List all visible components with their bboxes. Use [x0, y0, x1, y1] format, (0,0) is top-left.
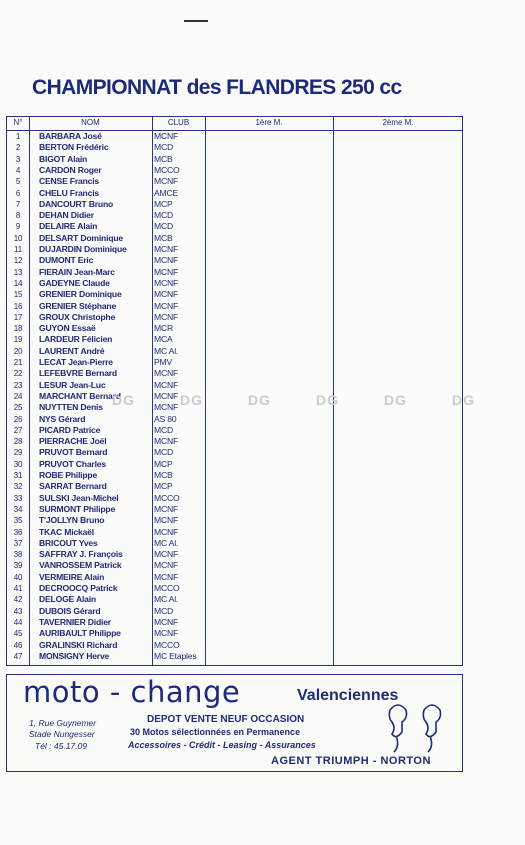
table-row — [7, 312, 462, 323]
table-row — [7, 560, 462, 571]
row-number: 25 — [13, 403, 23, 413]
club-code: MCA — [154, 334, 173, 345]
table-row — [7, 221, 462, 232]
club-code: MCCO — [154, 492, 180, 503]
table-row — [7, 436, 462, 447]
table-row — [7, 425, 462, 436]
club-code: MCD — [154, 221, 173, 232]
rider-name: T'JOLLYN Bruno — [39, 515, 105, 526]
table-row — [7, 414, 462, 425]
row-number: 2 — [15, 143, 21, 153]
club-code: MCB — [154, 153, 173, 164]
table-row — [7, 606, 462, 617]
club-code: MCNF — [154, 368, 179, 379]
row-number: 21 — [13, 358, 23, 367]
club-code: MCNF — [154, 266, 179, 277]
row-number: 39 — [13, 561, 23, 571]
club-code: MCP — [154, 198, 173, 209]
row-number: 31 — [13, 471, 23, 480]
rider-name: TKAC Mickaël — [39, 526, 94, 537]
table-row — [7, 527, 462, 538]
club-code: MCNF — [154, 255, 179, 266]
table-row — [7, 549, 462, 560]
row-number: 24 — [13, 391, 23, 401]
club-code: MCNF — [154, 503, 179, 514]
row-number: 41 — [13, 584, 23, 593]
table-row — [7, 210, 462, 221]
club-code: MCR — [154, 323, 173, 334]
advert-city: Valenciennes — [297, 687, 399, 704]
club-code: MCB — [154, 470, 173, 480]
table-row — [7, 131, 462, 142]
rider-name: DUJARDIN Dominique — [39, 244, 127, 254]
row-number: 44 — [13, 617, 23, 627]
header-num: N° — [13, 118, 23, 127]
table-row — [7, 278, 462, 289]
advert-phone: Tél : 45.17.09 — [35, 741, 87, 751]
rider-name: MARCHANT Bernard — [39, 390, 121, 401]
club-code: MC Al. — [154, 345, 179, 356]
rider-name: GUYON Essaë — [39, 323, 96, 334]
page-title: CHAMPIONNAT des FLANDRES 250 cc — [32, 76, 402, 99]
club-code: MCNF — [154, 300, 179, 311]
club-code: MC Etaples — [154, 650, 197, 661]
table-row — [7, 165, 462, 176]
row-number: 4 — [15, 165, 21, 175]
table-row — [7, 583, 462, 594]
rider-name: DANCOURT Bruno — [39, 198, 114, 209]
table-row — [7, 538, 462, 549]
club-code: MCNF — [154, 628, 179, 639]
rider-name: LARDEUR Félicien — [39, 334, 113, 345]
rider-name: GRALINSKI Richard — [39, 639, 118, 650]
row-number: 9 — [15, 222, 21, 232]
row-number: 26 — [13, 414, 23, 424]
rider-name: DECROOCQ Patrick — [39, 583, 118, 593]
table-row — [7, 368, 462, 379]
rider-name: SULSKI Jean-Michel — [39, 492, 119, 503]
rider-name: GRENIER Stéphane — [39, 300, 117, 311]
rider-name: VERMEIRE Alain — [39, 571, 105, 582]
row-number: 27 — [13, 425, 23, 435]
rider-name: GROUX Christophe — [39, 311, 116, 322]
rider-name: PRUVOT Charles — [39, 458, 106, 469]
club-code: AS 80 — [154, 413, 177, 424]
row-number: 28 — [13, 437, 23, 447]
club-code: MCB — [154, 232, 173, 243]
table-row — [7, 255, 462, 266]
rider-name: FIERAIN Jean-Marc — [39, 266, 115, 277]
rider-name: DUMONT Eric — [39, 255, 94, 266]
table-row — [7, 651, 462, 662]
club-code: AMCE — [154, 187, 179, 198]
rider-name: DELAIRE Alain — [39, 221, 98, 232]
row-number: 30 — [13, 459, 23, 469]
row-number: 5 — [15, 177, 21, 187]
row-number: 37 — [13, 538, 23, 548]
rider-name: CENSE Francis — [39, 176, 99, 187]
rider-name: SARRAT Bernard — [39, 481, 107, 492]
row-number: 1 — [15, 132, 21, 141]
table-row — [7, 504, 462, 515]
rider-name: LECAT Jean-Pierre — [39, 357, 113, 367]
club-code: MCNF — [154, 436, 179, 447]
club-code: MCD — [154, 447, 173, 458]
watermark: DG — [452, 392, 475, 408]
row-number: 15 — [13, 290, 23, 300]
rider-name: NYS Gérard — [39, 413, 86, 424]
rider-name: BERTON Frédéric — [39, 142, 109, 153]
table-row — [7, 572, 462, 583]
club-code: MCNF — [154, 549, 179, 560]
club-code: MCNF — [154, 402, 179, 413]
club-code: MCNF — [154, 379, 179, 390]
row-number: 23 — [13, 380, 23, 390]
rider-name: PICARD Patrice — [39, 424, 101, 435]
row-number: 8 — [15, 211, 21, 221]
table-row — [7, 346, 462, 357]
club-code: MC Al. — [154, 594, 179, 605]
table-row — [7, 188, 462, 199]
rider-name: CARDON Roger — [39, 164, 102, 175]
club-code: MCNF — [154, 277, 179, 288]
helmet-rider-icon — [380, 700, 450, 755]
row-number: 35 — [13, 516, 23, 526]
row-number: 40 — [13, 572, 23, 582]
club-code: MCCO — [154, 583, 180, 593]
rider-name: PIERRACHE Joël — [39, 436, 107, 447]
watermark: DG — [112, 392, 135, 408]
row-number: 7 — [15, 199, 21, 209]
table-row — [7, 380, 462, 391]
rider-name: SAFFRAY J. François — [39, 549, 123, 560]
club-code: MCD — [154, 605, 173, 616]
row-number: 34 — [13, 504, 23, 514]
row-number: 17 — [13, 312, 23, 322]
table-row — [7, 459, 462, 470]
rider-name: TAVERNIER Didier — [39, 616, 111, 627]
row-number: 45 — [13, 629, 23, 639]
table-row — [7, 357, 462, 368]
header-name: NOM — [81, 118, 100, 127]
row-number: 20 — [13, 346, 23, 356]
table-row — [7, 244, 462, 255]
row-number: 29 — [13, 448, 23, 458]
advert-agent: AGENT TRIUMPH - NORTON — [271, 755, 431, 767]
table-row — [7, 628, 462, 639]
row-number: 38 — [13, 550, 23, 560]
watermark: DG — [248, 392, 271, 408]
row-number: 42 — [13, 595, 23, 605]
advert-brand: moto - change — [23, 675, 241, 709]
table-row — [7, 267, 462, 278]
row-number: 11 — [14, 245, 22, 254]
club-code: MCD — [154, 210, 173, 221]
row-number: 18 — [13, 324, 23, 334]
table-row — [7, 199, 462, 210]
rider-name: ROBE Philippe — [39, 470, 98, 480]
row-number: 36 — [13, 527, 23, 537]
rider-name: AURIBAULT Philippe — [39, 628, 121, 639]
row-number: 16 — [13, 301, 23, 311]
club-code: MCD — [154, 142, 173, 153]
advert-line-3: Accessoires - Crédit - Leasing - Assurances — [128, 740, 316, 750]
table-row — [7, 493, 462, 504]
row-number: 3 — [15, 154, 21, 164]
table-header — [7, 117, 462, 131]
table-row — [7, 154, 462, 165]
advert-line-2: 30 Motos sélectionnées en Permanence — [130, 727, 301, 737]
row-number: 32 — [13, 482, 23, 492]
club-code: MCCO — [154, 639, 180, 650]
rider-name: BARBARA José — [39, 131, 102, 141]
row-number: 6 — [15, 188, 21, 198]
row-number: 43 — [13, 606, 23, 616]
rider-name: LESUR Jean-Luc — [39, 379, 106, 390]
rider-name: DUBOIS Gérard — [39, 605, 101, 616]
table-row — [7, 447, 462, 458]
table-row — [7, 176, 462, 187]
rider-name: BRICOUT Yves — [39, 537, 98, 548]
rider-name: LAURENT André — [39, 345, 105, 356]
club-code: MCNF — [154, 131, 179, 141]
club-code: MCNF — [154, 616, 179, 627]
club-code: PMV — [154, 357, 173, 367]
table-row — [7, 515, 462, 526]
row-number: 10 — [13, 233, 23, 243]
club-code: MCNF — [154, 289, 179, 300]
table-row — [7, 594, 462, 605]
rider-name: NUYTTEN Denis — [39, 402, 103, 413]
row-number: 22 — [13, 369, 23, 379]
row-number: 46 — [13, 640, 23, 650]
club-code: MCP — [154, 481, 173, 492]
club-code: MCNF — [154, 560, 179, 571]
club-code: MC Al. — [154, 537, 179, 548]
row-number: 33 — [13, 493, 23, 503]
rider-name: BIGOT Alain — [39, 153, 88, 164]
table-row — [7, 289, 462, 300]
table-row — [7, 470, 462, 481]
table-row — [7, 323, 462, 334]
header-m2: 2ème M. — [382, 118, 414, 127]
rider-name: DELOGE Alain — [39, 594, 96, 605]
rider-name: DEHAN Didier — [39, 210, 94, 221]
rider-name: GADEYNE Claude — [39, 277, 110, 288]
table-row — [7, 617, 462, 628]
club-code: MCP — [154, 458, 173, 469]
rider-name: SURMONT Philippe — [39, 503, 116, 514]
rider-name: DELSART Dominique — [39, 232, 123, 243]
club-code: MCNF — [154, 176, 179, 187]
row-number: 13 — [13, 267, 23, 277]
row-number: 14 — [13, 278, 23, 288]
advert-line-1: DEPOT VENTE NEUF OCCASION — [147, 714, 305, 725]
watermark: DG — [384, 392, 407, 408]
rider-name: LEFEBVRE Bernard — [39, 368, 117, 379]
watermark: DG — [316, 392, 339, 408]
club-code: MCNF — [154, 571, 179, 582]
club-code: MCNF — [154, 244, 179, 254]
table-row — [7, 301, 462, 312]
rider-name: VANROSSEM Patrick — [39, 560, 122, 571]
table-row — [7, 142, 462, 153]
row-number: 19 — [13, 335, 23, 345]
watermark: DG — [180, 392, 203, 408]
club-code: MCD — [154, 424, 173, 435]
row-number: 12 — [13, 256, 23, 266]
table-row — [7, 481, 462, 492]
club-code: MCNF — [154, 311, 179, 322]
club-code: MCNF — [154, 526, 179, 537]
rider-name: PRUVOT Bernard — [39, 447, 108, 458]
header-m1: 1ère M. — [255, 118, 283, 127]
top-mark — [184, 20, 208, 22]
row-number: 47 — [13, 651, 23, 661]
advert-address-1: 1, Rue Guynemer — [29, 718, 97, 728]
rider-name: MONSIGNY Herve — [39, 650, 110, 661]
club-code: MCCO — [154, 164, 180, 175]
rider-name: CHELU Francis — [39, 187, 99, 198]
table-row — [7, 233, 462, 244]
advert-address-2: Stade Nungesser — [29, 729, 95, 739]
table-row — [7, 640, 462, 651]
rider-name: GRENIER Dominique — [39, 289, 122, 300]
results-table — [6, 116, 463, 666]
table-row — [7, 334, 462, 345]
club-code: MCNF — [154, 390, 179, 401]
club-code: MCNF — [154, 515, 179, 526]
header-club: CLUB — [167, 118, 190, 127]
advert-box — [6, 674, 463, 772]
